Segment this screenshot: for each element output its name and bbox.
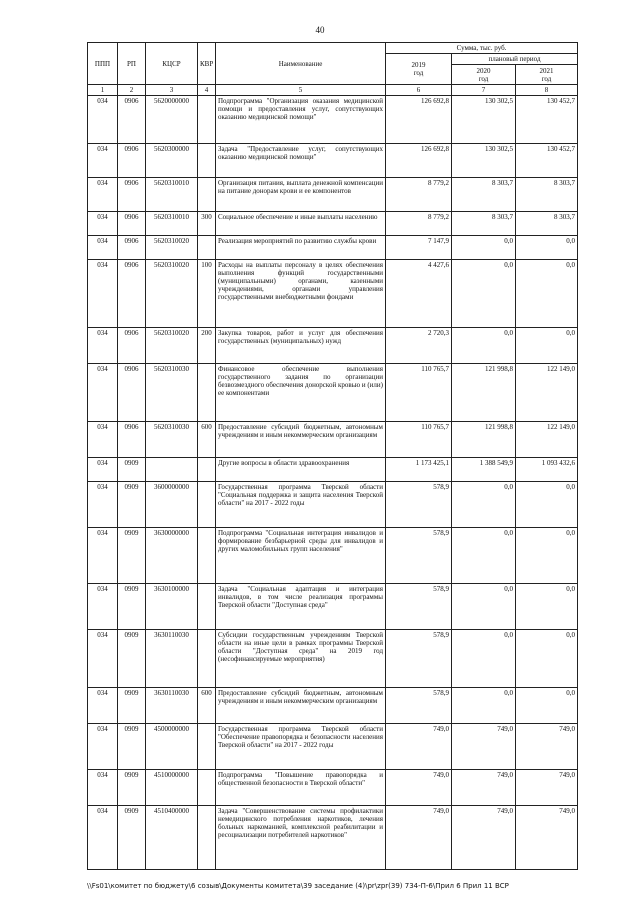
header-year-2019-label: год xyxy=(413,69,424,77)
cell-rp: 0909 xyxy=(118,688,146,724)
cell-kcsr: 5620000000 xyxy=(146,96,198,144)
cell-kcsr: 5620310030 xyxy=(146,422,198,458)
cell-2021: 8 303,7 xyxy=(516,178,578,212)
cell-2019: 749,0 xyxy=(386,806,452,870)
cell-2021: 0,0 xyxy=(516,528,578,584)
cell-kvr: 600 xyxy=(198,688,216,724)
cell-2019: 110 765,7 xyxy=(386,422,452,458)
cell-rp: 0909 xyxy=(118,770,146,806)
cell-2021: 0,0 xyxy=(516,236,578,260)
cell-2019: 7 147,9 xyxy=(386,236,452,260)
header-plan-period: плановый период xyxy=(452,54,578,65)
header-col-number: 8 xyxy=(516,85,578,96)
cell-kcsr: 3630110030 xyxy=(146,688,198,724)
cell-2020: 0,0 xyxy=(452,260,516,328)
cell-kvr: 600 xyxy=(198,422,216,458)
cell-kcsr xyxy=(146,458,198,482)
cell-2021: 0,0 xyxy=(516,688,578,724)
cell-kvr xyxy=(198,482,216,528)
cell-2019: 110 765,7 xyxy=(386,364,452,422)
cell-kvr xyxy=(198,236,216,260)
cell-2020: 1 388 549,9 xyxy=(452,458,516,482)
cell-name: Расходы на выплаты персоналу в целях обеспечения выполнения функций государственными (муниципальными) органами, казенными учреждениями, органами управления государственными внебюджетными фондами xyxy=(216,260,386,328)
cell-kvr xyxy=(198,178,216,212)
cell-kvr: 300 xyxy=(198,212,216,236)
cell-kvr xyxy=(198,364,216,422)
table-body xyxy=(88,96,578,870)
cell-name: Предоставление субсидий бюджетным, автономным учреждениям и иным некоммерческим организациям xyxy=(216,422,386,458)
cell-kcsr: 5620300000 xyxy=(146,144,198,178)
cell-rp: 0906 xyxy=(118,364,146,422)
cell-kvr xyxy=(198,144,216,178)
cell-kvr xyxy=(198,458,216,482)
cell-kcsr: 3630110030 xyxy=(146,630,198,688)
cell-2020: 0,0 xyxy=(452,528,516,584)
cell-name: Задача "Совершенствование системы профилактики немедицинского потребления наркотиков, лечения больных наркоманией, комплексной реабилитации и ресоциализации потребителей наркотиков" xyxy=(216,806,386,870)
cell-kvr: 200 xyxy=(198,328,216,364)
cell-2021: 122 149,0 xyxy=(516,422,578,458)
cell-2021: 749,0 xyxy=(516,806,578,870)
cell-rp: 0909 xyxy=(118,630,146,688)
cell-ppp: 034 xyxy=(88,328,118,364)
cell-2019: 4 427,6 xyxy=(386,260,452,328)
cell-kcsr: 4510000000 xyxy=(146,770,198,806)
cell-rp: 0909 xyxy=(118,528,146,584)
cell-rp: 0909 xyxy=(118,584,146,630)
cell-ppp: 034 xyxy=(88,770,118,806)
cell-2019: 578,9 xyxy=(386,630,452,688)
cell-2019: 578,9 xyxy=(386,688,452,724)
cell-rp: 0906 xyxy=(118,236,146,260)
header-col-number: 1 xyxy=(88,85,118,96)
cell-ppp: 034 xyxy=(88,458,118,482)
cell-name: Государственная программа Тверской области "Социальная поддержка и защита населения Тверской области" на 2017 - 2022 годы xyxy=(216,482,386,528)
cell-2020: 121 998,8 xyxy=(452,422,516,458)
header-col-number: 3 xyxy=(146,85,198,96)
header-col-number: 7 xyxy=(452,85,516,96)
cell-2020: 121 998,8 xyxy=(452,364,516,422)
cell-kvr xyxy=(198,96,216,144)
cell-2021: 8 303,7 xyxy=(516,212,578,236)
cell-ppp: 034 xyxy=(88,482,118,528)
cell-2019: 1 173 425,1 xyxy=(386,458,452,482)
cell-kcsr: 5620310020 xyxy=(146,328,198,364)
cell-name: Задача "Социальная адаптация и интеграция инвалидов, в том числе реализация программы Тверской области "Доступная среда" xyxy=(216,584,386,630)
cell-2021: 0,0 xyxy=(516,630,578,688)
footer-file-path: \\Fs01\комитет по бюджету\6 созыв\Документы комитета\39 заседание (4)\pr\zpr(39) 734-П-6\Прил 6 Прил 11 ВСР xyxy=(87,882,509,890)
cell-2020: 0,0 xyxy=(452,584,516,630)
page-number: 40 xyxy=(315,25,325,35)
header-col-number: 2 xyxy=(118,85,146,96)
cell-kcsr: 5620310020 xyxy=(146,260,198,328)
cell-name: Подпрограмма "Повышение правопорядка и общественной безопасности в Тверской области" xyxy=(216,770,386,806)
cell-name: Задача "Предоставление услуг, сопутствующих оказанию медицинской помощи" xyxy=(216,144,386,178)
cell-name: Реализация мероприятий по развитию службы крови xyxy=(216,236,386,260)
cell-2020: 749,0 xyxy=(452,770,516,806)
cell-name: Финансовое обеспечение выполнения государственного задания по организации безвозмездного обеспечения донорской кровью и (или) ее компонентами xyxy=(216,364,386,422)
header-year-2021-value: 2021 xyxy=(539,66,554,75)
cell-2020: 0,0 xyxy=(452,688,516,724)
header-year-2021-label: год xyxy=(541,74,552,83)
cell-kcsr: 5620310030 xyxy=(146,364,198,422)
cell-2021: 0,0 xyxy=(516,584,578,630)
cell-kcsr: 5620310020 xyxy=(146,236,198,260)
cell-name: Другие вопросы в области здравоохранения xyxy=(216,458,386,482)
header-year-2020 xyxy=(452,65,516,85)
cell-2020: 749,0 xyxy=(452,724,516,770)
header-year-2019-value: 2019 xyxy=(411,61,426,69)
cell-2019: 749,0 xyxy=(386,724,452,770)
header-col-number: 4 xyxy=(198,85,216,96)
cell-kcsr: 3630000000 xyxy=(146,528,198,584)
cell-kcsr: 4500000000 xyxy=(146,724,198,770)
cell-kvr xyxy=(198,630,216,688)
cell-2021: 749,0 xyxy=(516,724,578,770)
cell-2020: 130 302,5 xyxy=(452,96,516,144)
cell-2021: 0,0 xyxy=(516,482,578,528)
cell-kcsr: 5620310010 xyxy=(146,178,198,212)
cell-2020: 749,0 xyxy=(452,806,516,870)
header-col-number: 5 xyxy=(216,85,386,96)
cell-rp: 0909 xyxy=(118,806,146,870)
cell-ppp: 034 xyxy=(88,178,118,212)
cell-2021: 122 149,0 xyxy=(516,364,578,422)
cell-kcsr: 3630100000 xyxy=(146,584,198,630)
cell-2019: 749,0 xyxy=(386,770,452,806)
table-header xyxy=(88,43,578,96)
cell-ppp: 034 xyxy=(88,260,118,328)
cell-rp: 0906 xyxy=(118,212,146,236)
cell-name: Закупка товаров, работ и услуг для обеспечения государственных (муниципальных) нужд xyxy=(216,328,386,364)
cell-2020: 0,0 xyxy=(452,236,516,260)
cell-rp: 0906 xyxy=(118,178,146,212)
cell-name: Подпрограмма "Социальная интеграция инвалидов и формирование безбарьерной среды для инвалидов и других маломобильных групп населения" xyxy=(216,528,386,584)
cell-kcsr: 4510400000 xyxy=(146,806,198,870)
header-year-2021 xyxy=(516,65,578,85)
cell-ppp: 034 xyxy=(88,212,118,236)
cell-name: Предоставление субсидий бюджетным, автономным учреждениям и иным некоммерческим организациям xyxy=(216,688,386,724)
budget-table xyxy=(87,42,578,870)
header-name: Наименование xyxy=(216,43,386,85)
cell-name: Субсидии государственным учреждениям Тверской области на иные цели в рамках программы Тверской области "Доступная среда" на 2019 год (несофинансируемые мероприятия) xyxy=(216,630,386,688)
cell-rp: 0906 xyxy=(118,260,146,328)
cell-ppp: 034 xyxy=(88,806,118,870)
cell-name: Подпрограмма "Организация оказания медицинской помощи и предоставления услуг, сопутствующих оказанию медицинской помощи" xyxy=(216,96,386,144)
cell-kvr xyxy=(198,770,216,806)
cell-2019: 126 692,8 xyxy=(386,96,452,144)
header-kvr: КВР xyxy=(198,43,216,85)
cell-2021: 0,0 xyxy=(516,260,578,328)
cell-rp: 0906 xyxy=(118,144,146,178)
cell-2019: 578,9 xyxy=(386,482,452,528)
cell-2020: 0,0 xyxy=(452,328,516,364)
cell-kcsr: 3600000000 xyxy=(146,482,198,528)
cell-2021: 0,0 xyxy=(516,328,578,364)
header-ppp: ППП xyxy=(88,43,118,85)
cell-ppp: 034 xyxy=(88,144,118,178)
cell-2020: 8 303,7 xyxy=(452,212,516,236)
cell-2020: 130 302,5 xyxy=(452,144,516,178)
cell-name: Социальное обеспечение и иные выплаты населению xyxy=(216,212,386,236)
cell-kvr xyxy=(198,806,216,870)
cell-ppp: 034 xyxy=(88,688,118,724)
cell-rp: 0909 xyxy=(118,482,146,528)
cell-ppp: 034 xyxy=(88,584,118,630)
cell-kvr xyxy=(198,584,216,630)
cell-kcsr: 5620310010 xyxy=(146,212,198,236)
cell-kvr xyxy=(198,724,216,770)
cell-2020: 8 303,7 xyxy=(452,178,516,212)
cell-ppp: 034 xyxy=(88,724,118,770)
cell-rp: 0906 xyxy=(118,328,146,364)
cell-rp: 0909 xyxy=(118,458,146,482)
cell-2020: 0,0 xyxy=(452,482,516,528)
cell-rp: 0906 xyxy=(118,96,146,144)
header-sum-title: Сумма, тыс. руб. xyxy=(386,43,578,54)
cell-ppp: 034 xyxy=(88,96,118,144)
cell-2021: 1 093 432,6 xyxy=(516,458,578,482)
header-col-number: 6 xyxy=(386,85,452,96)
header-year-2019 xyxy=(386,54,452,85)
cell-2021: 749,0 xyxy=(516,770,578,806)
cell-2019: 2 720,3 xyxy=(386,328,452,364)
cell-rp: 0909 xyxy=(118,724,146,770)
cell-2019: 8 779,2 xyxy=(386,212,452,236)
cell-ppp: 034 xyxy=(88,236,118,260)
header-kcsr: КЦСР xyxy=(146,43,198,85)
cell-name: Организация питания, выплата денежной компенсации на питание донорам крови и ее компонентов xyxy=(216,178,386,212)
cell-kvr: 100 xyxy=(198,260,216,328)
cell-name: Государственная программа Тверской области "Обеспечение правопорядка и безопасности населения Тверской области" на 2017 - 2022 годы xyxy=(216,724,386,770)
header-rp: РП xyxy=(118,43,146,85)
cell-ppp: 034 xyxy=(88,528,118,584)
cell-kvr xyxy=(198,528,216,584)
cell-ppp: 034 xyxy=(88,364,118,422)
header-year-2020-value: 2020 xyxy=(476,66,491,75)
cell-2019: 578,9 xyxy=(386,584,452,630)
cell-2020: 0,0 xyxy=(452,630,516,688)
header-year-2020-label: год xyxy=(478,74,489,83)
cell-2019: 578,9 xyxy=(386,528,452,584)
cell-ppp: 034 xyxy=(88,630,118,688)
cell-2019: 8 779,2 xyxy=(386,178,452,212)
cell-ppp: 034 xyxy=(88,422,118,458)
cell-rp: 0906 xyxy=(118,422,146,458)
cell-2019: 126 692,8 xyxy=(386,144,452,178)
cell-2021: 130 452,7 xyxy=(516,144,578,178)
cell-2021: 130 452,7 xyxy=(516,96,578,144)
